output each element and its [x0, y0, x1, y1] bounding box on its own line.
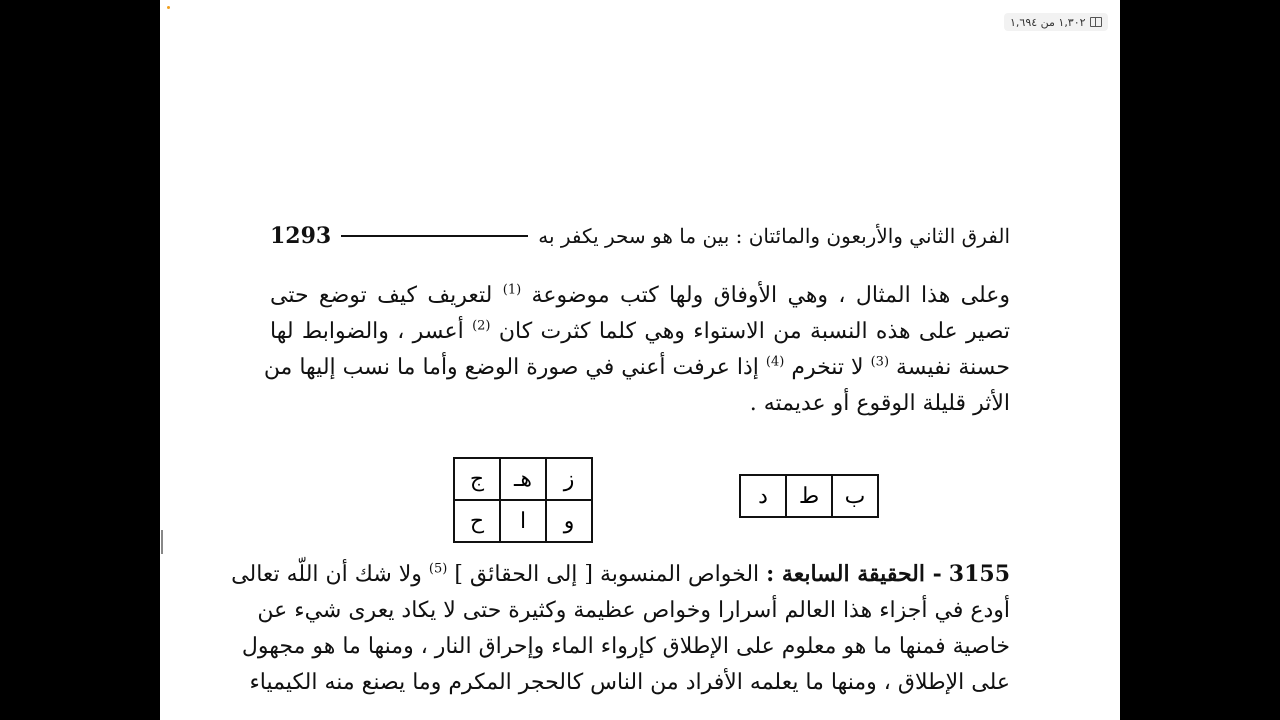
status-dot: [167, 6, 170, 9]
wafq-table-right: [739, 474, 879, 518]
page-number: 1293: [270, 223, 332, 249]
footnote-ref[interactable]: (5): [428, 561, 448, 577]
header-rule: [341, 235, 528, 237]
wafq-cell: و: [546, 500, 592, 542]
text-line: حسنة نفيسة $^{(3)}$ لا تنخرم $^{(4)}$ إذا عرفت أعني في صورة الوضع وأما ما نسب إليها من: [263, 354, 1010, 380]
wafq-cell: ط: [786, 475, 832, 517]
text-line: تصير على هذه النسبة من الاستواء وهي كلما كثرت كان $^{(2)}$ أعسر ، والضوابط لها: [270, 318, 1011, 344]
header-title: الفرق الثاني والأربعون والمائتان : بين ما هو سحر يكفر به: [538, 224, 1010, 248]
paragraph-2: [231, 556, 1010, 701]
footnote-ref[interactable]: (4): [765, 354, 785, 370]
wafq-cell: ح: [454, 500, 500, 542]
footnote-ref[interactable]: (1): [502, 282, 522, 298]
wafq-cell: ا: [500, 500, 546, 542]
wafq-cell: ج: [454, 458, 500, 500]
resize-handle[interactable]: [161, 530, 163, 554]
footnote-ref[interactable]: (3): [870, 354, 890, 370]
page-indicator-text: ١,٣٠٢ من ١,٦٩٤: [1010, 15, 1086, 29]
page-indicator[interactable]: [1004, 13, 1108, 31]
section-label: - الحقيقة السابعة :: [766, 561, 942, 587]
text-line: على الإطلاق ، ومنها ما يعلمه الأفراد من الناس كالحجر المكرم وما يصنع منه الكيمياء: [249, 670, 1010, 695]
wafq-cell: ب: [832, 475, 878, 517]
wafq-cell: هـ: [500, 458, 546, 500]
text-line: وعلى هذا المثال ، وهي الأوفاق ولها كتب موضوعة $^{(1)}$ لتعريف كيف توضع حتى: [270, 282, 1011, 308]
wafq-table-left: [453, 457, 593, 543]
text-line: الأثر قليلة الوقوع أو عديمته .: [749, 391, 1010, 416]
running-header: [270, 222, 1010, 250]
wafq-cell: د: [740, 475, 786, 517]
footnote-ref[interactable]: (2): [472, 318, 491, 334]
wafq-cell: ز: [546, 458, 592, 500]
section-number: 3155: [948, 561, 1010, 587]
book-icon: [1090, 17, 1102, 27]
paragraph-1: [263, 278, 1011, 422]
text-line: خاصية فمنها ما هو معلوم على الإطلاق كإرواء الماء وإحراق النار ، ومنها ما هو مجهول: [241, 634, 1010, 659]
text-line: 3155 - الحقيقة السابعة : الخواص المنسوبة [ إلى الحقائق ] $^{(5)}$ ولا شك أن اللّه تعالى: [231, 561, 1010, 587]
text-line: أودع في أجزاء هذا العالم أسرارا وخواص عظيمة وكثيرة حتى لا يكاد يعرى شيء عن: [257, 598, 1010, 623]
